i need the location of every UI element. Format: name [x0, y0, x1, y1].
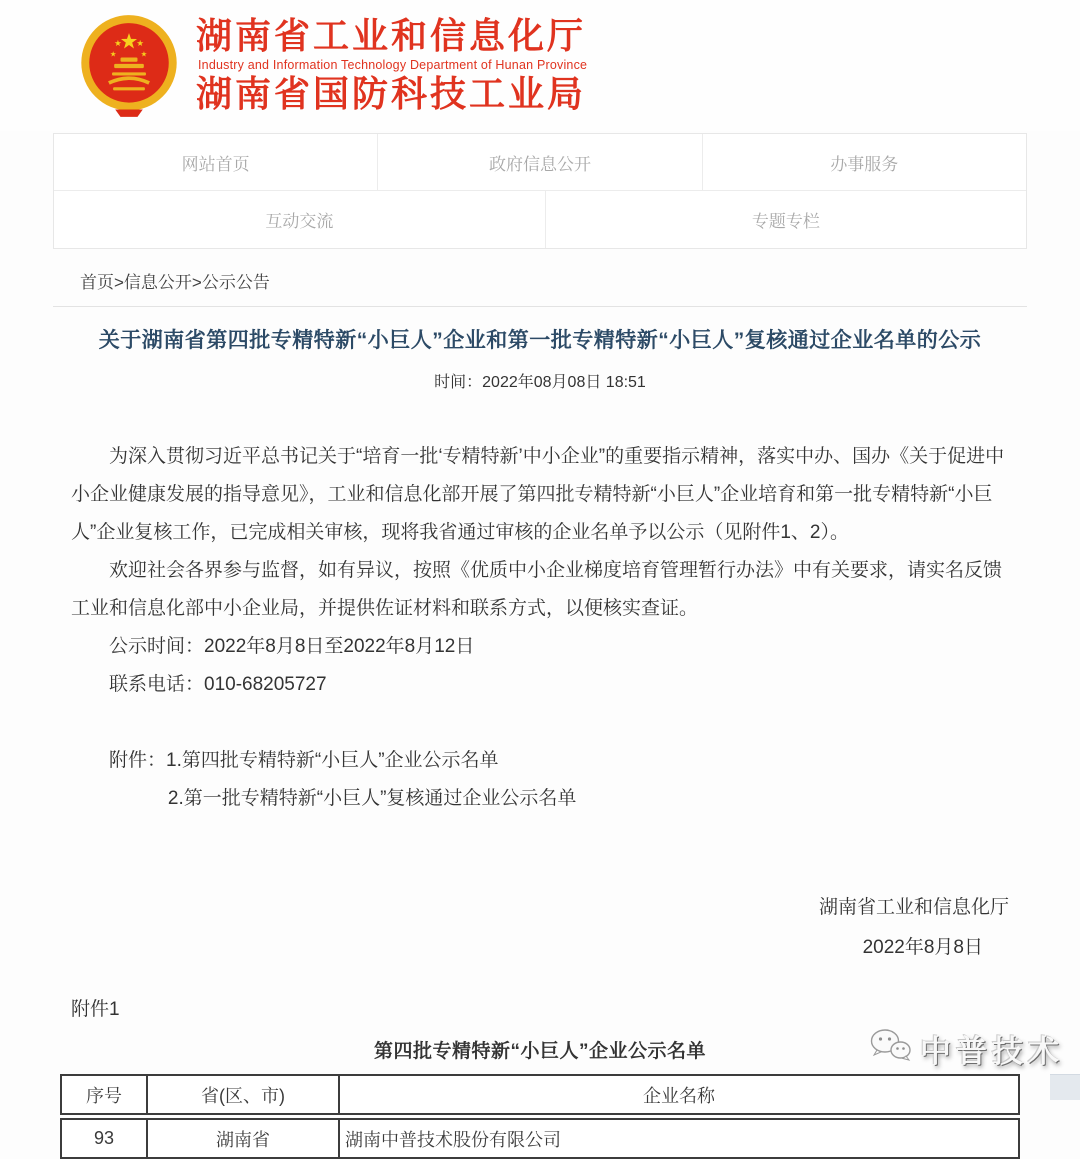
article-body	[71, 438, 1009, 968]
paragraph-1: 为深入贯彻习近平总书记关于“培育一批‘专精特新’中小企业”的重要指示精神，落实中办、国办《关于促进中小企业健康发展的指导意见》，工业和信息化部开展了第四批专精特新“小巨人”企业培育和第一批专精特新“小巨人”企业复核工作，已完成相关审核，现将我省通过审核的企业名单予以公示（见附件1、2）。	[71, 446, 1005, 543]
notice-period: 公示时间：2022年8月8日至2022年8月12日	[109, 636, 475, 657]
org-name-line2: 湖南省国防科技工业局	[196, 73, 587, 114]
main-nav	[53, 133, 1027, 249]
attachments-block	[71, 742, 1009, 818]
annex-table	[60, 1074, 1020, 1159]
paragraph-2: 欢迎社会各界参与监督，如有异议，按照《优质中小企业梯度培育管理暂行办法》中有关要求，请实名反馈工业和信息化部中小企业局，并提供佐证材料和联系方式，以便核实查证。	[71, 560, 1003, 619]
svg-text:★: ★	[140, 48, 148, 58]
nav-row-1	[54, 134, 1026, 191]
attachments-label: 附件：	[109, 750, 167, 771]
org-name-english: Industry and Information Technology Department of Hunan Province	[198, 58, 588, 72]
nav-item-services[interactable]: 办事服务	[702, 134, 1026, 190]
signature-block	[71, 888, 1009, 968]
breadcrumb-wrap	[53, 249, 1027, 307]
attachment-item-2: 2.第一批专精特新“小巨人”复核通过企业公示名单	[167, 788, 577, 809]
cell-company: 湖南中普技术股份有限公司	[338, 1120, 1018, 1157]
table-header-row	[60, 1074, 1020, 1115]
national-emblem-icon	[76, 13, 182, 119]
annex-label: 附件1	[71, 999, 120, 1020]
header-cell-company: 企业名称	[338, 1076, 1018, 1113]
page-title: 关于湖南省第四批专精特新“小巨人”企业和第一批专精特新“小巨人”复核通过企业名单的公示	[98, 329, 982, 352]
attachment-line-1	[71, 742, 1009, 780]
svg-text:★: ★	[114, 37, 122, 48]
breadcrumb[interactable]: 首页>信息公开>公示公告	[80, 273, 270, 292]
header-cell-province: 省(区、市)	[146, 1076, 338, 1113]
corner-chip	[1050, 1074, 1080, 1100]
signature-org: 湖南省工业和信息化厅	[818, 897, 1009, 918]
publish-time: 时间：2022年08月08日 18:51	[434, 374, 646, 391]
svg-text:★: ★	[109, 48, 117, 58]
svg-text:★: ★	[136, 37, 145, 48]
nav-item-home[interactable]: 网站首页	[181, 154, 250, 174]
nav-row-2	[54, 191, 1026, 248]
cell-province: 湖南省	[146, 1120, 338, 1157]
org-name-line1: 湖南省工业和信息化厅	[196, 15, 587, 57]
signature-date: 2022年8月8日	[862, 937, 983, 958]
nav-item-special-columns[interactable]: 专题专栏	[545, 191, 1026, 248]
contact-phone: 联系电话：010-68205727	[109, 674, 327, 695]
attachment-item-1: 1.第四批专精特新“小巨人”企业公示名单	[166, 750, 499, 771]
annex-table-title: 第四批专精特新“小巨人”企业公示名单	[373, 1041, 706, 1062]
watermark-text: 中普技术	[920, 1034, 1064, 1069]
site-header	[0, 0, 1080, 131]
org-title-block	[196, 17, 587, 114]
table-row	[60, 1118, 1020, 1159]
nav-item-interaction[interactable]: 互动交流	[265, 212, 334, 231]
nav-item-gov-info[interactable]: 政府信息公开	[377, 134, 701, 190]
attachment-line-2	[71, 780, 1009, 818]
header-cell-seq: 序号	[86, 1085, 122, 1106]
cell-seq: 93	[93, 1128, 115, 1148]
